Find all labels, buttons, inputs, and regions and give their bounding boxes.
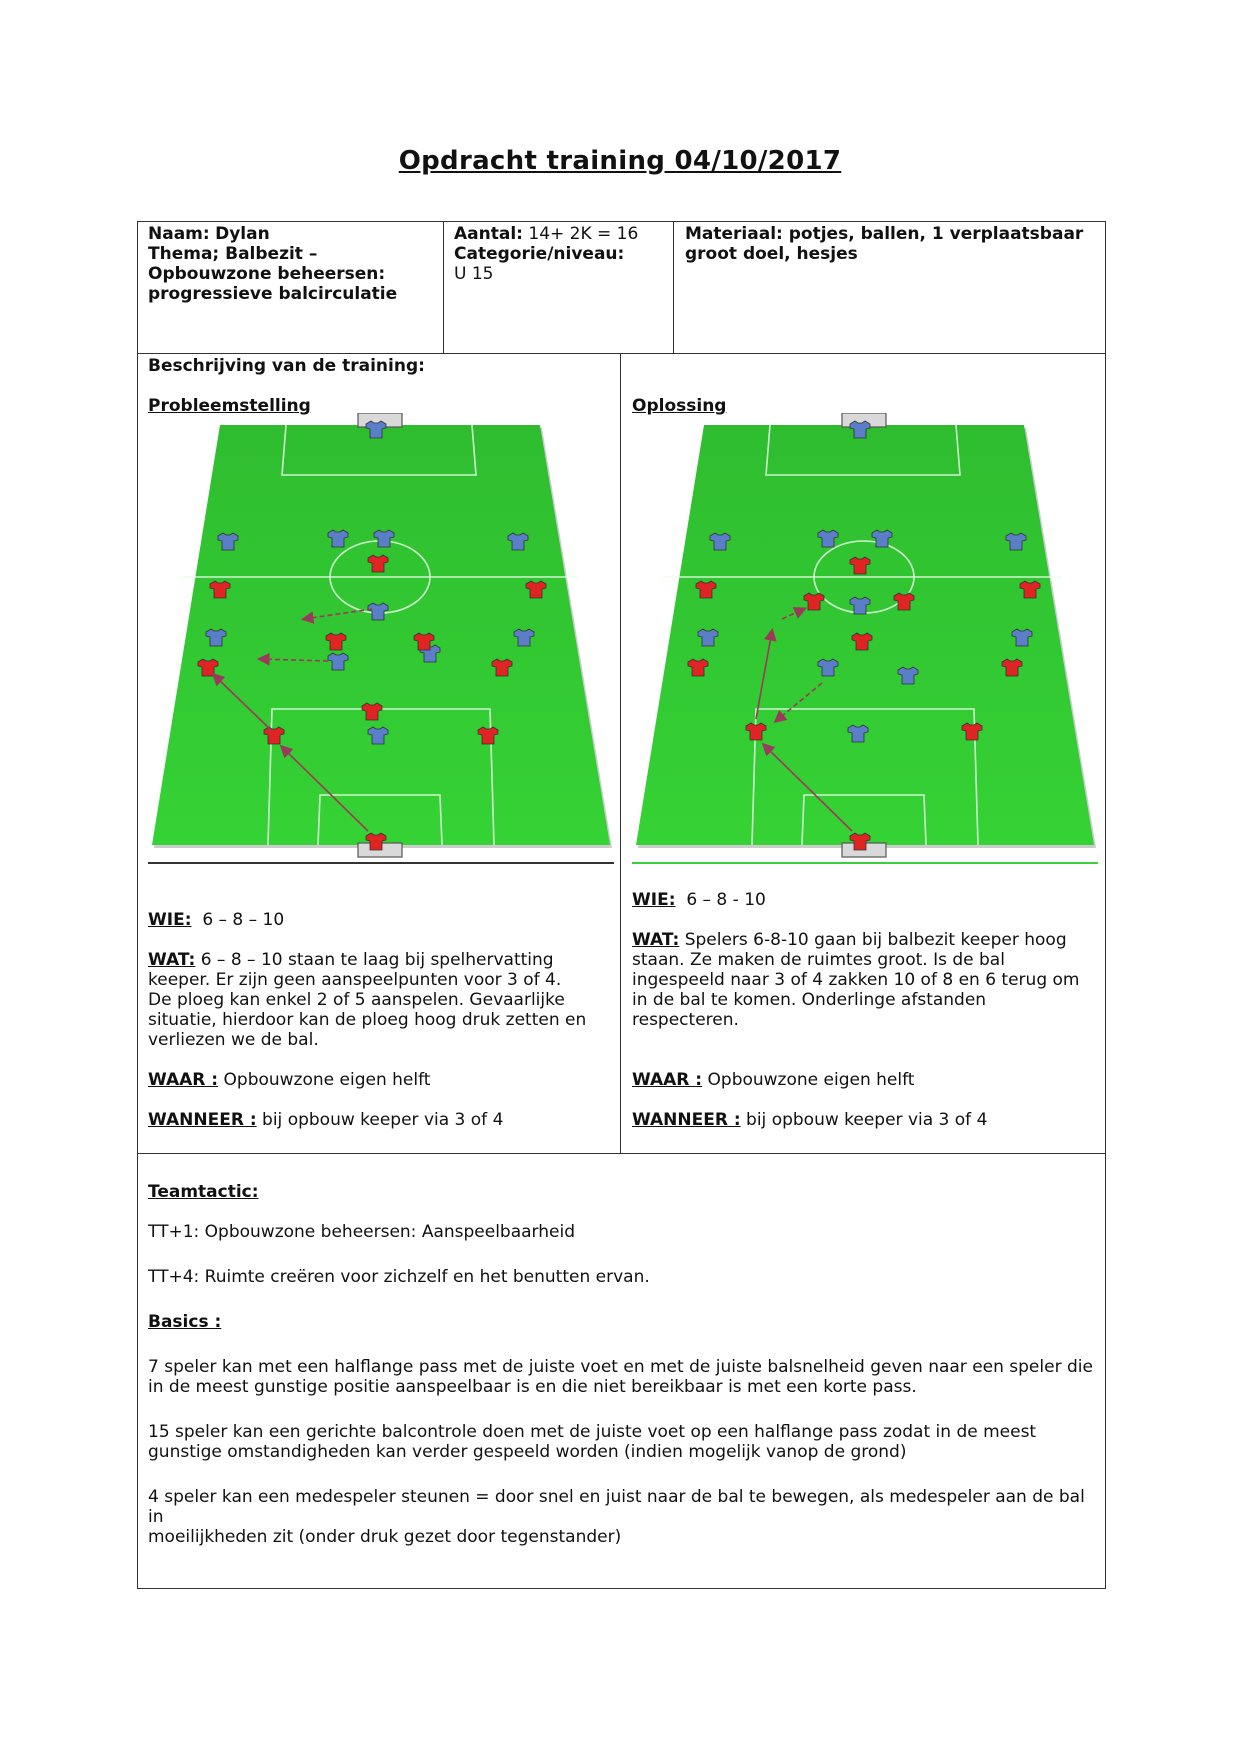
divider: [673, 221, 674, 353]
wat-label: WAT:: [148, 950, 196, 970]
waar-label: WAAR :: [632, 1070, 703, 1090]
aantal-value: 14+ 2K = 16: [528, 224, 639, 244]
left-column-head: [148, 356, 608, 416]
wat-text: De ploeg kan enkel 2 of 5 aanspelen. Gevaarlijke: [148, 990, 565, 1010]
basics-7-text: in de meest gunstige positie aanspeelbaar is en die niet bereikbaar is met een korte pass.: [148, 1377, 917, 1397]
divider: [443, 221, 444, 353]
wat-text: ingespeeld naar 3 of 4 zakken 10 of 8 en 6 terug om: [632, 970, 1080, 990]
probleemstelling-heading: Probleemstelling: [148, 396, 311, 416]
naam-label: Naam:: [148, 224, 210, 244]
waar-value: Opbouwzone eigen helft: [707, 1070, 915, 1090]
naam-value: Dylan: [215, 224, 270, 244]
categorie-label: Categorie/niveau:: [454, 244, 625, 264]
pitch-diagram-oplossing: [632, 413, 1098, 867]
header-materiaal: [685, 224, 1105, 264]
materiaal-line: groot doel, hesjes: [685, 244, 858, 264]
divider: [137, 1153, 1106, 1154]
oplossing-heading: Oplossing: [632, 396, 727, 416]
thema-line: Thema; Balbezit –: [148, 244, 318, 264]
teamtactic-heading: Teamtactic:: [148, 1182, 259, 1202]
wat-text: 6 – 8 – 10 staan te laag bij spelhervatting: [200, 950, 554, 970]
materiaal-line: Materiaal: potjes, ballen, 1 verplaatsbaar: [685, 224, 1084, 244]
wie-value: 6 – 8 - 10: [686, 890, 766, 910]
basics-4-text: moeilijkheden zit (onder druk gezet door tegenstander): [148, 1527, 622, 1547]
categorie-value: U 15: [454, 264, 494, 284]
wie-label: WIE:: [632, 890, 676, 910]
basics-heading: Basics :: [148, 1312, 222, 1332]
tt1-text: TT+1: Opbouwzone beheersen: Aanspeelbaarheid: [148, 1222, 575, 1242]
header-name-theme: [148, 224, 438, 304]
divider: [620, 353, 621, 1153]
waar-value: Opbouwzone eigen helft: [223, 1070, 431, 1090]
page-title: Opdracht training 04/10/2017: [398, 146, 842, 176]
teamtactic-basics: [148, 1182, 1098, 1547]
pitch-diagram-probleemstelling: [148, 413, 614, 867]
beschrijving-label: Beschrijving van de training:: [148, 356, 425, 376]
wat-text: in de bal te komen. Onderlinge afstanden respecteren.: [632, 990, 987, 1030]
wat-label: WAT:: [632, 930, 680, 950]
wanneer-label: WANNEER :: [632, 1110, 741, 1130]
aantal-label: Aantal:: [454, 224, 523, 244]
wanneer-value: bij opbouw keeper via 3 of 4: [746, 1110, 988, 1130]
basics-7-text: 7 speler kan met een halflange pass met de juiste voet en met de juiste balsnelheid geven naar een speler die: [148, 1357, 1093, 1377]
wie-label: WIE:: [148, 910, 192, 930]
header-aantal: [454, 224, 669, 284]
left-column-text: [148, 910, 608, 1130]
right-column-text: [632, 890, 1097, 1130]
wat-text: keeper. Er zijn geen aanspeelpunten voor 3 of 4.: [148, 970, 562, 990]
tt4-text: TT+4: Ruimte creëren voor zichzelf en het benutten ervan.: [148, 1267, 650, 1287]
waar-label: WAAR :: [148, 1070, 219, 1090]
basics-4-text: 4 speler kan een medespeler steunen = door snel en juist naar de bal te bewegen, als medespeler aan de bal in: [148, 1487, 1085, 1527]
wanneer-value: bij opbouw keeper via 3 of 4: [262, 1110, 504, 1130]
basics-15-text: 15 speler kan een gerichte balcontrole doen met de juiste voet op een halflange pass zodat in de meest: [148, 1422, 1037, 1442]
wat-text: verliezen we de bal.: [148, 1030, 319, 1050]
wie-value: 6 – 8 – 10: [202, 910, 285, 930]
wat-text: Spelers 6-8-10 gaan bij balbezit keeper hoog: [684, 930, 1067, 950]
divider: [137, 353, 1106, 354]
wat-text: situatie, hierdoor kan de ploeg hoog druk zetten en: [148, 1010, 587, 1030]
basics-15-text: gunstige omstandigheden kan verder gespeeld worden (indien mogelijk vanop de grond): [148, 1442, 907, 1462]
wat-text: staan. Ze maken de ruimtes groot. Is de bal: [632, 950, 1005, 970]
thema-line: Opbouwzone beheersen:: [148, 264, 386, 284]
wanneer-label: WANNEER :: [148, 1110, 257, 1130]
thema-line: progressieve balcirculatie: [148, 284, 398, 304]
